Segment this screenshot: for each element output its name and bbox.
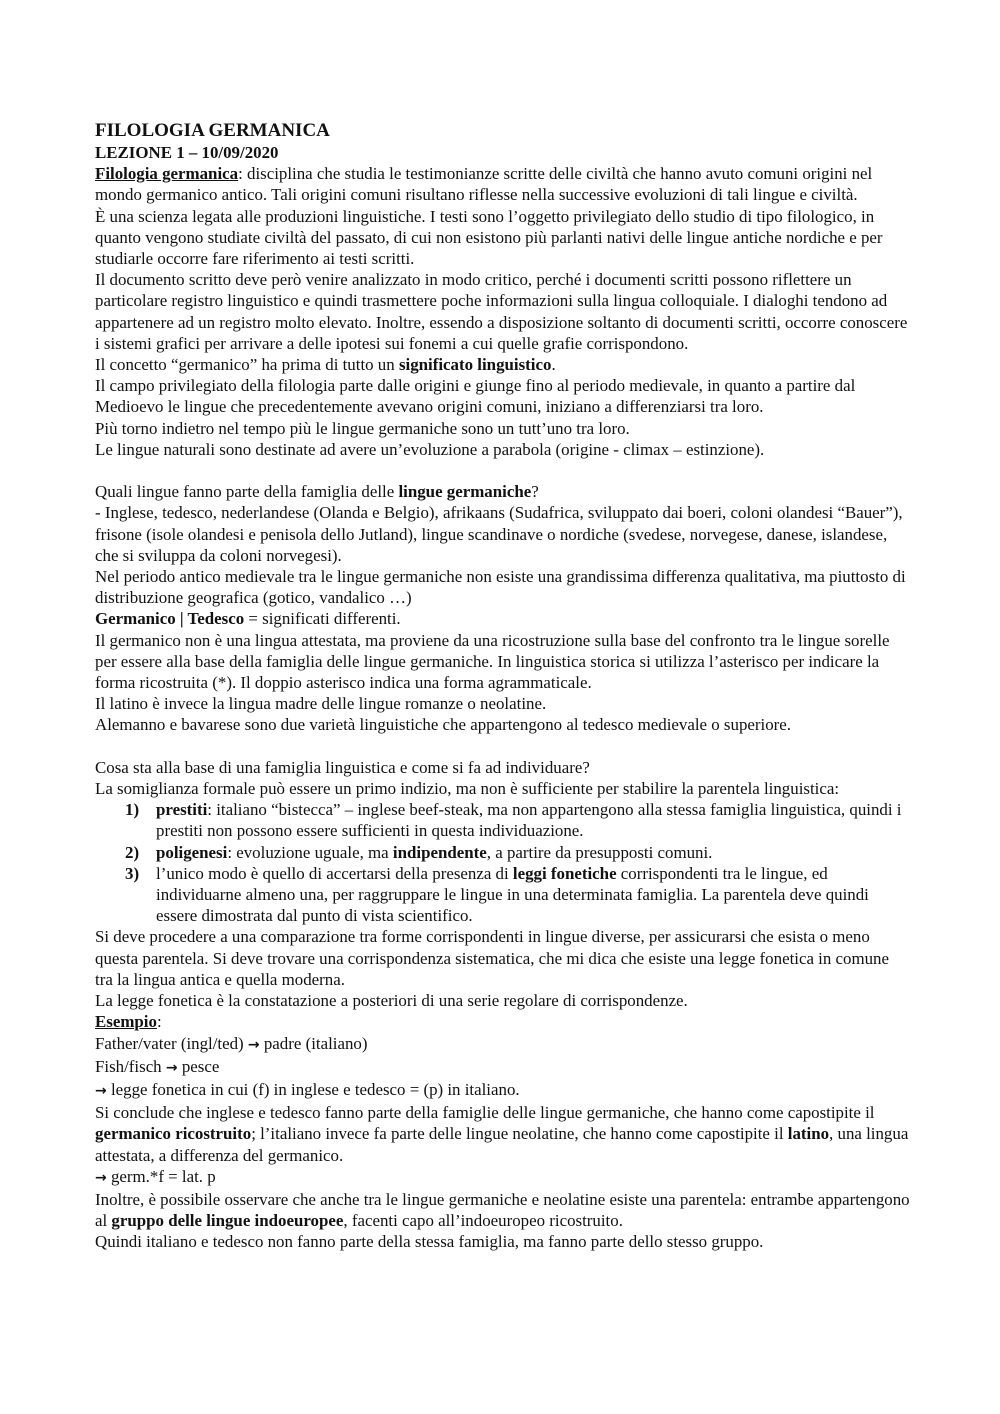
example-line: [95, 1166, 910, 1189]
list-item-text-2: , a partire da presupposti comuni.: [486, 842, 713, 862]
lesson-heading: LEZIONE 1 – 10/09/2020: [95, 143, 279, 162]
conclusione-bold-b: germanico ricostruito: [95, 1124, 252, 1144]
intro-term: Filologia germanica: [95, 164, 239, 184]
conclusione-text-a: Si conclude che inglese e tedesco fanno parte della famiglie delle lingue germaniche, che hanno come capostipite il: [95, 1103, 875, 1123]
paragraph-elenco: - Inglese, tedesco, nederlandese (Olanda e Belgio), afrikaans (Sudafrica, sviluppato dai boeri, coloni olandesi “Bauer”), frisone (isole olandesi e penisola dello Jutland), lingue scandinave o nordiche (svedese, norvegese, danese, islandese, che si sviluppa da coloni norvegesi).: [95, 503, 903, 565]
arrow-right-icon: →: [95, 1082, 107, 1099]
paragraph-quindi: Quindi italiano e tedesco non fanno parte della stessa famiglia, ma fanno parte dello stesso gruppo.: [95, 1232, 764, 1252]
germanico-tedesco-bold: Germanico | Tedesco: [95, 609, 245, 629]
question-lingue-bold: lingue germaniche: [398, 482, 532, 502]
concetto-bold: significato linguistico: [398, 355, 552, 375]
blank-line: [95, 460, 910, 481]
conclusione-bold-d: latino: [787, 1124, 830, 1144]
paragraph-comparazione: Si deve procedere a una comparazione tra forme corrispondenti in lingue diverse, per assicurarsi che esista o meno questa parentela. Si deve trovare una corrispondenza sistematica, che mi dica che esiste una legge fonetica in comune tra la lingua antica e quella moderna.: [95, 927, 890, 989]
paragraph-conclusione: [95, 1102, 910, 1166]
example-text: Fish/fisch: [95, 1056, 166, 1076]
document-title: FILOLOGIA GERMANICA: [95, 120, 330, 141]
paragraph-alemanno: Alemanno e bavarese sono due varietà linguistiche che appartengono al tedesco medievale o superiore.: [95, 715, 791, 735]
arrow-right-icon: →: [247, 1036, 260, 1053]
inoltre-text-a: Inoltre, è possibile osservare che anche tra le lingue germaniche e neolatine esiste una parentela: entrambe appartengono al: [95, 1189, 910, 1231]
list-number: 1): [125, 800, 140, 820]
paragraph-germanico-tedesco: [95, 608, 910, 629]
paragraph-concetto: [95, 354, 910, 375]
germanico-tedesco-text: = significati differenti.: [244, 609, 401, 629]
question-famiglia: Cosa sta alla base di una famiglia linguistica e come si fa ad individuare?: [95, 757, 590, 777]
esempio-label: Esempio: [95, 1012, 157, 1032]
example-line: [95, 1079, 910, 1102]
esempio-heading: [95, 1011, 910, 1032]
inoltre-text-c: , facenti capo all’indoeuropeo ricostruito.: [343, 1211, 623, 1231]
arrow-right-icon: →: [165, 1059, 178, 1076]
concetto-text-a: Il concetto “germanico” ha prima di tutto un: [95, 355, 399, 375]
intro-paragraph: [95, 163, 910, 205]
question-lingue-a: Quali lingue fanno parte della famiglia delle: [95, 482, 399, 502]
example-line: [95, 1033, 910, 1056]
esempio-colon: :: [156, 1012, 162, 1032]
paragraph-documento: Il documento scritto deve però venire analizzato in modo critico, perché i documenti scritti possono riflettere un particolare registro linguistico e quindi trasmettere poche informazioni sulla lingua colloquiale. I dialoghi tendono ad appartenere ad un registro molto elevato. Inoltre, essendo a disposizione soltanto di documenti scritti, occorre conoscere i sistemi grafici per arrivare a delle ipotesi sui fonemi a cui quelle grafie corrispondono.: [95, 270, 908, 353]
question-lingue-c: ?: [531, 482, 539, 502]
paragraph-legge: La legge fonetica è la constatazione a posteriori di una serie regolare di corrispondenze.: [95, 991, 688, 1011]
list-item-term: prestiti: [156, 800, 208, 820]
list-item: [95, 842, 910, 863]
example-text: pesce: [177, 1056, 220, 1076]
list-item-text: : evoluzione uguale, ma: [227, 842, 393, 862]
list-item: [95, 863, 910, 927]
paragraph-scienza: È una scienza legata alle produzioni linguistiche. I testi sono l’oggetto privilegiato dello studio di tipo filologico, in quanto vengono studiate civiltà del passato, di cui non esistono più parlanti nativi delle lingue antiche nordiche e per studiarle occorre fare riferimento ai testi scritti.: [95, 206, 883, 269]
list-item-text: : italiano “bistecca” – inglese beef-steak, ma non appartengono alla stessa famiglia linguistica, quindi i prestiti non possono essere sufficienti in questa individuazione.: [156, 800, 902, 841]
list-item-pre: l’unico modo è quello di accertarsi della presenza di: [156, 863, 513, 883]
list-number: 2): [125, 842, 140, 862]
list-item: [95, 799, 910, 841]
paragraph-torno: Più torno indietro nel tempo più le lingue germaniche sono un tutt’uno tra loro.: [95, 418, 630, 438]
paragraph-latino: Il latino è invece la lingua madre delle lingue romanze o neolatine.: [95, 694, 547, 714]
criteria-list: [95, 799, 910, 926]
intro-text: : disciplina che studia le testimonianze scritte delle civiltà che hanno avuto comuni origini nel mondo germanico antico. Tali origini comuni risultano riflesse nella successive evoluzioni di tali lingue e civiltà.: [95, 164, 873, 205]
question-lingue: [95, 481, 910, 502]
list-item-text: corrispondenti tra le lingue, ed individuarne almeno una, per raggruppare le lingue in una determinata famiglia. La parentela deve quindi essere dimostrata dal punto di vista scientifico.: [156, 863, 869, 926]
paragraph-somiglianza: La somiglianza formale può essere un primo indizio, ma non è sufficiente per stabilire la parentela linguistica:: [95, 779, 840, 799]
list-item-term: leggi fonetiche: [512, 863, 617, 883]
example-text: legge fonetica in cui (f) in inglese e tedesco = (p) in italiano.: [106, 1079, 520, 1099]
example-text: padre (italiano): [259, 1033, 368, 1053]
paragraph-periodo: Nel periodo antico medievale tra le lingue germaniche non esiste una grandissima differenza qualitativa, ma piuttosto di distribuzione geografica (gotico, vandalico …): [95, 567, 906, 608]
example-text: Father/vater (ingl/ted): [95, 1033, 248, 1053]
inoltre-bold: gruppo delle lingue indoeuropee: [111, 1211, 344, 1231]
list-item-term: poligenesi: [156, 842, 228, 862]
paragraph-ricostruzione: Il germanico non è una lingua attestata, ma proviene da una ricostruzione sulla base del confronto tra le lingue sorelle per essere alla base della famiglia delle lingue germaniche. In linguistica storica si utilizza l’asterisco per indicare la forma ricostruita (*). Il doppio asterisco indica una forma agrammaticale.: [95, 630, 890, 693]
example-line: [95, 1056, 910, 1079]
paragraph-campo: Il campo privilegiato della filologia parte dalle origini e giunge fino al periodo medievale, in quanto a partire dal Medioevo le lingue che precedentemente avevano origini comuni, iniziano a differenziarsi tra loro.: [95, 376, 856, 417]
list-number: 3): [125, 863, 140, 883]
example-text: germ.*f = lat. p: [106, 1166, 216, 1186]
paragraph-inoltre: [95, 1189, 910, 1231]
arrow-right-icon: →: [95, 1169, 107, 1186]
list-item-term-2: indipendente: [392, 842, 487, 862]
conclusione-text-e: , una lingua attestata, a differenza del germanico.: [95, 1124, 909, 1165]
conclusione-text-c: ; l’italiano invece fa parte delle lingue neolatine, che hanno come capostipite il: [251, 1124, 788, 1144]
concetto-text-c: .: [551, 355, 556, 375]
paragraph-naturali: Le lingue naturali sono destinate ad avere un’evoluzione a parabola (origine - climax – estinzione).: [95, 439, 765, 459]
blank-line: [95, 736, 910, 757]
